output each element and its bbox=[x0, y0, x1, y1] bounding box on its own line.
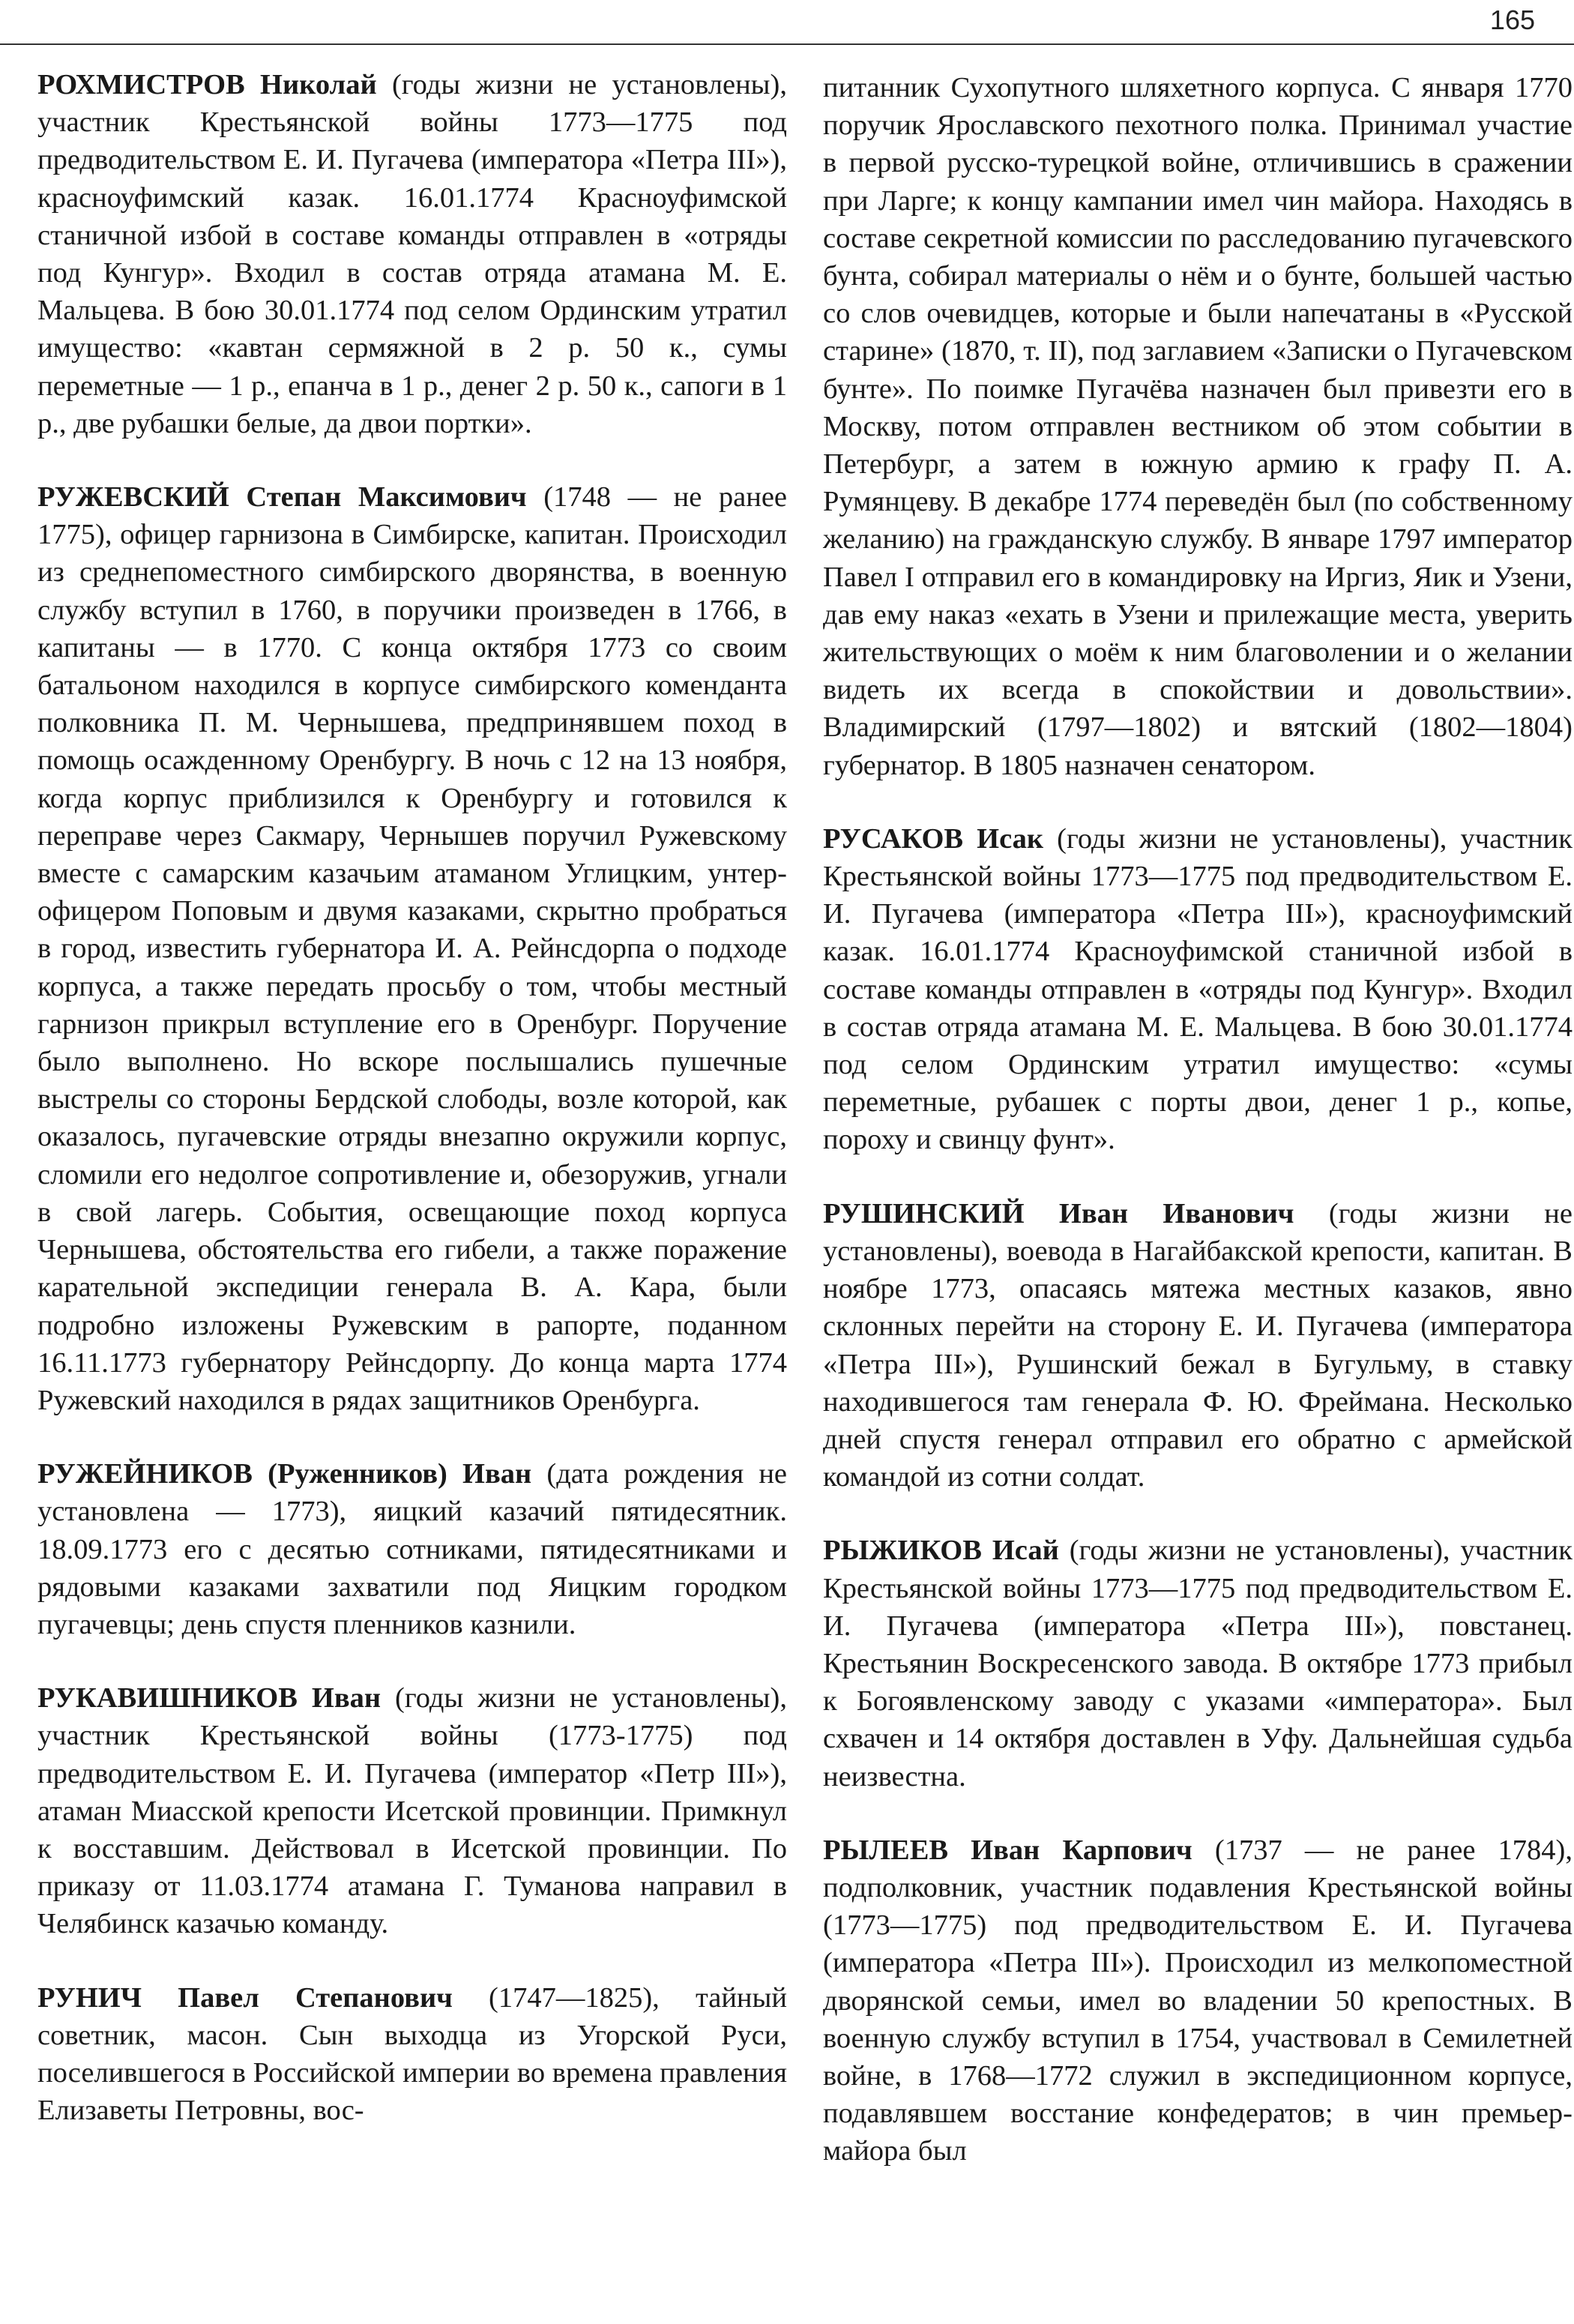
entry-ruzhevsky bbox=[37, 478, 787, 1419]
entry-text: (годы жизни не установлены), участник Крестьянской войны 1773—1775 под предводительством Е. И. Пугачева (императора «Петра III»), красноуфимский казак. 16.01.1774 Красноуфимской станичной избой в составе команды отправлен в «отряды под Кунгур». Входил в состав отряда атамана М. Е. Мальцева. В бою 30.01.1774 под селом Ординским утратил имущество: «кавтан сермяжной в 2 р. 50 к., сумы переметные — 1 р., епанча в 1 р., денег 2 р. 50 к., сапоги в 1 р., две рубашки белые, да двои портки». bbox=[37, 69, 787, 439]
entry-rokhmistrov bbox=[37, 66, 787, 442]
entry-rukavishnikov bbox=[37, 1679, 787, 1942]
entry-rusakov bbox=[823, 820, 1573, 1159]
entry-text: питанник Сухопутного шляхетного корпуса. С января 1770 поручик Ярославского пехотного полка. Принимал участие в первой русско-турецкой войне, отличившись в сражении при Ларге; к концу кампании имел чин майора. Находясь в составе секретной комиссии по расследованию пугачевского бунта, собирал материалы о нём и о бунте, большей частью со слов очевидцев, которые и были напечатаны в «Русской старине» (1870, т. II), под заглавием «Записки о Пугачевском бунте». По поимке Пугачёва назначен был привезти его в Москву, потом отправлен вестником об этом событии в Петербург, а затем в южную армию к графу П. А. Румянцеву. В декабре 1774 переведён был (по собственному желанию) на гражданскую службу. В январе 1797 император Павел I отправил его в командировку на Иргиз, Яик и Узени, дав ему наказ «ехать в Узени и прилежащие места, уверить жительствующих о моём к ним благоволении и о желании видеть их всегда в спокойствии и довольствии». Владимирский (1797—1802) и вятский (1802—1804) губернатор. В 1805 назначен сенатором. bbox=[823, 72, 1573, 781]
entry-headword: РОХМИСТРОВ Николай bbox=[37, 69, 377, 100]
left-column bbox=[37, 66, 787, 2165]
entry-headword: РУСАКОВ Исак bbox=[823, 822, 1044, 855]
header-rule bbox=[0, 43, 1574, 45]
entry-headword: РУЖЕЙНИКОВ (Руженников) Иван bbox=[37, 1458, 532, 1490]
entry-runich bbox=[37, 1979, 787, 2130]
right-column bbox=[823, 69, 1573, 2206]
entry-text: (годы жизни не установлены), участник Крестьянской войны 1773—1775 под предводительством Е. И. Пугачева (императора «Петра III»), повстанец. Крестьянин Воскресенского завода. В октябре 1773 прибыл к Богоявленскому заводу с указами «императора». Был схвачен и 14 октября доставлен в Уфу. Дальнейшая судьба неизвестна. bbox=[823, 1535, 1573, 1792]
entry-text: (1747—1825), тайный советник, масон. Сын выходца из Угорской Руси, поселившегося в Российской империи во времена правления Елизаветы Петровны, вос- bbox=[37, 1981, 788, 2127]
entry-text: (1737 — не ранее 1784), подполковник, участник подавления Крестьянской войны (1773—1775) под предводительством Е. И. Пугачева (императора «Петра III»). Происходил из мелкопоместной дворянской семьи, имел во владении 50 крепостных. В военную службу вступил в 1754, участвовал в Семилетней войне, в 1768—1772 служил в экспедиционном корпусе, подавлявшем восстание конфедератов; в чин премьер-майора был bbox=[823, 1834, 1573, 2167]
entry-text: (дата рождения не установлена — 1773), яицкий казачий пятидесятник. 18.09.1773 его с десятью сотниками, пятидесятниками и рядовыми казаками захватили под Яицким городком пугачевцы; день спустя пленников казнили. bbox=[37, 1458, 788, 1640]
entry-runich-continued bbox=[823, 69, 1573, 784]
entry-headword: РЫЛЕЕВ Иван Карпович bbox=[823, 1834, 1192, 1866]
entry-headword: РУЖЕВСКИЙ Степан Максимович bbox=[37, 481, 527, 514]
entry-headword: РУНИЧ Павел Степанович bbox=[37, 1981, 453, 2014]
entry-ryleev bbox=[823, 1831, 1573, 2170]
page-number: 165 bbox=[1489, 4, 1535, 35]
entry-text: (годы жизни не установлены), участник Крестьянской войны (1773-1775) под предводительством Е. И. Пугачева (император «Петр III»), атаман Миасской крепости Исетской провинции. Примкнул к восставшим. Действовал в Исетской провинции. По приказу от 11.03.1774 атамана Г. Туманова направил в Челябинск казачью команду. bbox=[37, 1682, 787, 1940]
entry-rushinsky bbox=[823, 1195, 1573, 1496]
entry-text: (годы жизни не установлены), воевода в Нагайбакской крепости, капитан. В ноябре 1773, опасаясь мятежа местных казаков, явно склонных перейти на сторону Е. И. Пугачева (императора «Петра III»), Рушинский бежал в Бугульму, в ставку находившегося там генерала Ф. Ю. Фреймана. Несколько дней спустя генерал отправил его обратно с армейской командой из сотни солдат. bbox=[823, 1197, 1573, 1493]
entry-headword: РУШИНСКИЙ Иван Иванович bbox=[823, 1197, 1294, 1229]
entry-headword: РУКАВИШНИКОВ Иван bbox=[37, 1682, 382, 1715]
entry-headword: РЫЖИКОВ Исай bbox=[823, 1535, 1059, 1567]
entry-text: (годы жизни не установлены), участник Крестьянской войны 1773—1775 под предводительством Е. И. Пугачева (императора «Петра III»), красноуфимский казак. 16.01.1774 Красноуфимской станичной избой в составе команды отправлен в «отряды под Кунгур». Входил в состав отряда атамана М. Е. Мальцева. В бою 30.01.1774 под селом Ординским утратил имущество: «сумы переметные, рубашек с порты двои, денег 1 р., копье, пороху и свинцу фунт». bbox=[823, 822, 1573, 1156]
entry-ruzheinikov bbox=[37, 1455, 787, 1643]
entry-text: (1748 — не ранее 1775), офицер гарнизона в Симбирске, капитан. Происходил из среднепоместного симбирского дворянства, в военную службу вступил в 1760, в поручики произведен в 1766, в капитаны — в 1770. С конца октября 1773 со своим батальоном находился в корпусе симбирского коменданта полковника П. М. Чернышева, предпринявшем поход в помощь осажденному Оренбургу. В ночь с 12 на 13 ноября, когда корпус приблизился к Оренбургу и готовился к переправе через Сакмару, Чернышев поручил Ружевскому вместе с самарским казачьим атаманом Углицким, унтер-офицером Поповым и двумя казаками, скрытно пробраться в город, известить губернатора И. А. Рейнсдорпа о подходе корпуса, а также передать просьбу о том, чтобы местный гарнизон прикрыл вступление его в Оренбург. Поручение было выполнено. Но вскоре послышались пушечные выстрелы со стороны Бердской слободы, возле которой, как оказалось, пугачевские отряды внезапно окружили корпус, сломили его недолгое сопротивление и, обезоружив, угнали в свой лагерь. События, освещающие поход корпуса Чернышева, обстоятельства его гибели, а также поражение карательной экспедиции генерала В. А. Кара, были подробно изложены Ружевским в рапорте, поданном 16.11.1773 губернатору Рейнсдорпу. До конца марта 1774 Ружевский находился в рядах защитников Оренбурга. bbox=[37, 481, 787, 1416]
entry-ryzhikov bbox=[823, 1532, 1573, 1795]
